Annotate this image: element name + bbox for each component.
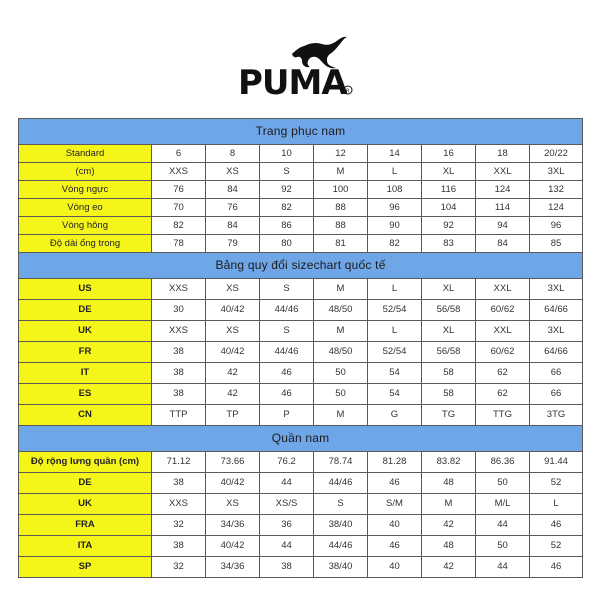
size-cell: 42 [422,515,476,536]
size-cell: 46 [260,384,314,405]
row-label: ITA [19,536,152,557]
size-cell: 60/62 [476,342,530,363]
row-label: CN [19,405,152,426]
size-cell: 54 [368,384,422,405]
size-row [19,300,583,321]
size-cell: 3XL [530,279,583,300]
size-cell: 44/46 [314,473,368,494]
size-cell: 50 [476,473,530,494]
size-cell: 82 [368,235,422,253]
size-cell: 52 [530,473,583,494]
size-cell: 92 [422,217,476,235]
size-cell: L [368,163,422,181]
size-cell: 96 [368,199,422,217]
size-cell: P [260,405,314,426]
size-cell: XXS [152,321,206,342]
size-cell: 50 [476,536,530,557]
row-label: Vòng eo [19,199,152,217]
size-cell: 82 [152,217,206,235]
size-cell: 78 [152,235,206,253]
size-cell: 50 [314,363,368,384]
size-cell: 34/36 [206,515,260,536]
size-cell: 44 [260,536,314,557]
size-cell: 42 [206,384,260,405]
row-label: Độ rộng lưng quần (cm) [19,452,152,473]
size-cell: M [314,279,368,300]
size-cell: 81.28 [368,452,422,473]
row-label: US [19,279,152,300]
size-row [19,452,583,473]
size-cell: 64/66 [530,300,583,321]
size-cell: 62 [476,363,530,384]
size-cell: 114 [476,199,530,217]
row-label: Vòng hông [19,217,152,235]
size-cell: S [260,279,314,300]
size-cell: 52/54 [368,342,422,363]
size-cell: XS/S [260,494,314,515]
size-cell: XXL [476,321,530,342]
size-cell: 44/46 [260,342,314,363]
size-cell: XXS [152,494,206,515]
size-cell: S [314,494,368,515]
section-header-row [19,426,583,452]
size-cell: 52/54 [368,300,422,321]
size-cell: 10 [260,145,314,163]
size-cell: XL [422,279,476,300]
size-cell: 38 [152,363,206,384]
size-cell: 40 [368,515,422,536]
size-cell: 38 [152,473,206,494]
size-cell: TTG [476,405,530,426]
size-cell: 94 [476,217,530,235]
size-cell: 14 [368,145,422,163]
size-cell: XXS [152,163,206,181]
size-cell: 116 [422,181,476,199]
size-cell: 30 [152,300,206,321]
size-cell: S/M [368,494,422,515]
size-row [19,473,583,494]
size-cell: 78.74 [314,452,368,473]
size-cell: 64/66 [530,342,583,363]
size-cell: 46 [260,363,314,384]
size-cell: M [422,494,476,515]
size-cell: 44/46 [314,536,368,557]
size-cell: 48 [422,536,476,557]
row-label: UK [19,494,152,515]
size-cell: 38/40 [314,515,368,536]
size-cell: 76.2 [260,452,314,473]
size-row [19,342,583,363]
size-cell: G [368,405,422,426]
size-cell: M [314,405,368,426]
size-cell: 54 [368,363,422,384]
size-cell: 32 [152,557,206,578]
size-cell: S [260,321,314,342]
size-row [19,515,583,536]
size-cell: 48/50 [314,300,368,321]
size-cell: 79 [206,235,260,253]
row-label: Vòng ngực [19,181,152,199]
size-cell: 66 [530,363,583,384]
size-cell: 56/58 [422,300,476,321]
size-cell: L [368,321,422,342]
size-cell: XL [422,163,476,181]
size-cell: 36 [260,515,314,536]
section-title: Trang phục nam [19,119,583,145]
size-cell: 86 [260,217,314,235]
size-cell: 86.36 [476,452,530,473]
size-cell: 46 [368,473,422,494]
size-cell: 38/40 [314,557,368,578]
size-row [19,235,583,253]
size-row [19,536,583,557]
size-cell: 58 [422,363,476,384]
size-cell: 3XL [530,163,583,181]
size-cell: 83.82 [422,452,476,473]
size-cell: 60/62 [476,300,530,321]
size-cell: 66 [530,384,583,405]
size-cell: 108 [368,181,422,199]
size-cell: 3XL [530,321,583,342]
size-cell: XS [206,163,260,181]
size-cell: S [260,163,314,181]
size-row [19,494,583,515]
size-cell: 52 [530,536,583,557]
size-cell: 12 [314,145,368,163]
size-cell: 81 [314,235,368,253]
size-cell: 48/50 [314,342,368,363]
size-cell: 50 [314,384,368,405]
size-cell: 38 [152,342,206,363]
size-cell: 132 [530,181,583,199]
size-cell: 44 [476,515,530,536]
size-cell: 76 [206,199,260,217]
row-label: IT [19,363,152,384]
size-row [19,557,583,578]
size-row [19,181,583,199]
size-cell: 91.44 [530,452,583,473]
row-label: SP [19,557,152,578]
svg-text:PUMA: PUMA [238,63,347,103]
size-cell: 40 [368,557,422,578]
size-cell: 38 [152,536,206,557]
size-cell: 16 [422,145,476,163]
size-cell: XXS [152,279,206,300]
size-cell: 96 [530,217,583,235]
row-label: Độ dài ống trong [19,235,152,253]
size-cell: 42 [422,557,476,578]
size-cell: 6 [152,145,206,163]
size-cell: TP [206,405,260,426]
size-cell: 3TG [530,405,583,426]
size-cell: 82 [260,199,314,217]
size-row [19,321,583,342]
row-label: (cm) [19,163,152,181]
size-cell: 48 [422,473,476,494]
size-cell: 46 [368,536,422,557]
size-cell: 46 [530,557,583,578]
section-header-row [19,253,583,279]
size-cell: XXL [476,163,530,181]
size-row [19,145,583,163]
svg-text:R: R [346,88,350,95]
row-label: DE [19,473,152,494]
size-cell: 40/42 [206,536,260,557]
size-cell: M [314,163,368,181]
row-label: FRA [19,515,152,536]
size-cell: 34/36 [206,557,260,578]
size-cell: 104 [422,199,476,217]
size-cell: 100 [314,181,368,199]
size-cell: 18 [476,145,530,163]
section-header-row [19,119,583,145]
size-cell: 70 [152,199,206,217]
size-cell: 88 [314,199,368,217]
row-label: DE [19,300,152,321]
size-cell: 42 [206,363,260,384]
size-cell: L [368,279,422,300]
size-row [19,199,583,217]
size-cell: XS [206,494,260,515]
puma-logo [230,30,370,110]
size-cell: 88 [314,217,368,235]
size-cell: 84 [206,217,260,235]
size-chart-table [18,118,583,578]
size-cell: 80 [260,235,314,253]
size-cell: TG [422,405,476,426]
size-cell: 44 [476,557,530,578]
size-cell: 46 [530,515,583,536]
size-row [19,217,583,235]
size-cell: 85 [530,235,583,253]
size-cell: L [530,494,583,515]
size-cell: 8 [206,145,260,163]
size-cell: XS [206,279,260,300]
size-cell: 84 [476,235,530,253]
size-row [19,363,583,384]
size-cell: 90 [368,217,422,235]
size-cell: 92 [260,181,314,199]
size-cell: 124 [530,199,583,217]
size-row [19,384,583,405]
section-title: Quần nam [19,426,583,452]
size-cell: XS [206,321,260,342]
size-cell: 84 [206,181,260,199]
size-row [19,163,583,181]
size-cell: XXL [476,279,530,300]
size-cell: 32 [152,515,206,536]
size-cell: 40/42 [206,473,260,494]
size-cell: 20/22 [530,145,583,163]
size-cell: 76 [152,181,206,199]
size-cell: 56/58 [422,342,476,363]
size-row [19,405,583,426]
size-cell: 40/42 [206,300,260,321]
row-label: FR [19,342,152,363]
size-cell: 58 [422,384,476,405]
size-cell: 124 [476,181,530,199]
size-cell: XL [422,321,476,342]
size-cell: 83 [422,235,476,253]
size-cell: 44 [260,473,314,494]
size-cell: TTP [152,405,206,426]
size-cell: 40/42 [206,342,260,363]
size-cell: M [314,321,368,342]
section-title: Bảng quy đổi sizechart quốc tế [19,253,583,279]
size-cell: 62 [476,384,530,405]
row-label: ES [19,384,152,405]
size-cell: 73.66 [206,452,260,473]
size-cell: 71.12 [152,452,206,473]
size-cell: 44/46 [260,300,314,321]
size-row [19,279,583,300]
size-cell: 38 [152,384,206,405]
size-cell: 38 [260,557,314,578]
size-cell: M/L [476,494,530,515]
row-label: UK [19,321,152,342]
row-label: Standard [19,145,152,163]
